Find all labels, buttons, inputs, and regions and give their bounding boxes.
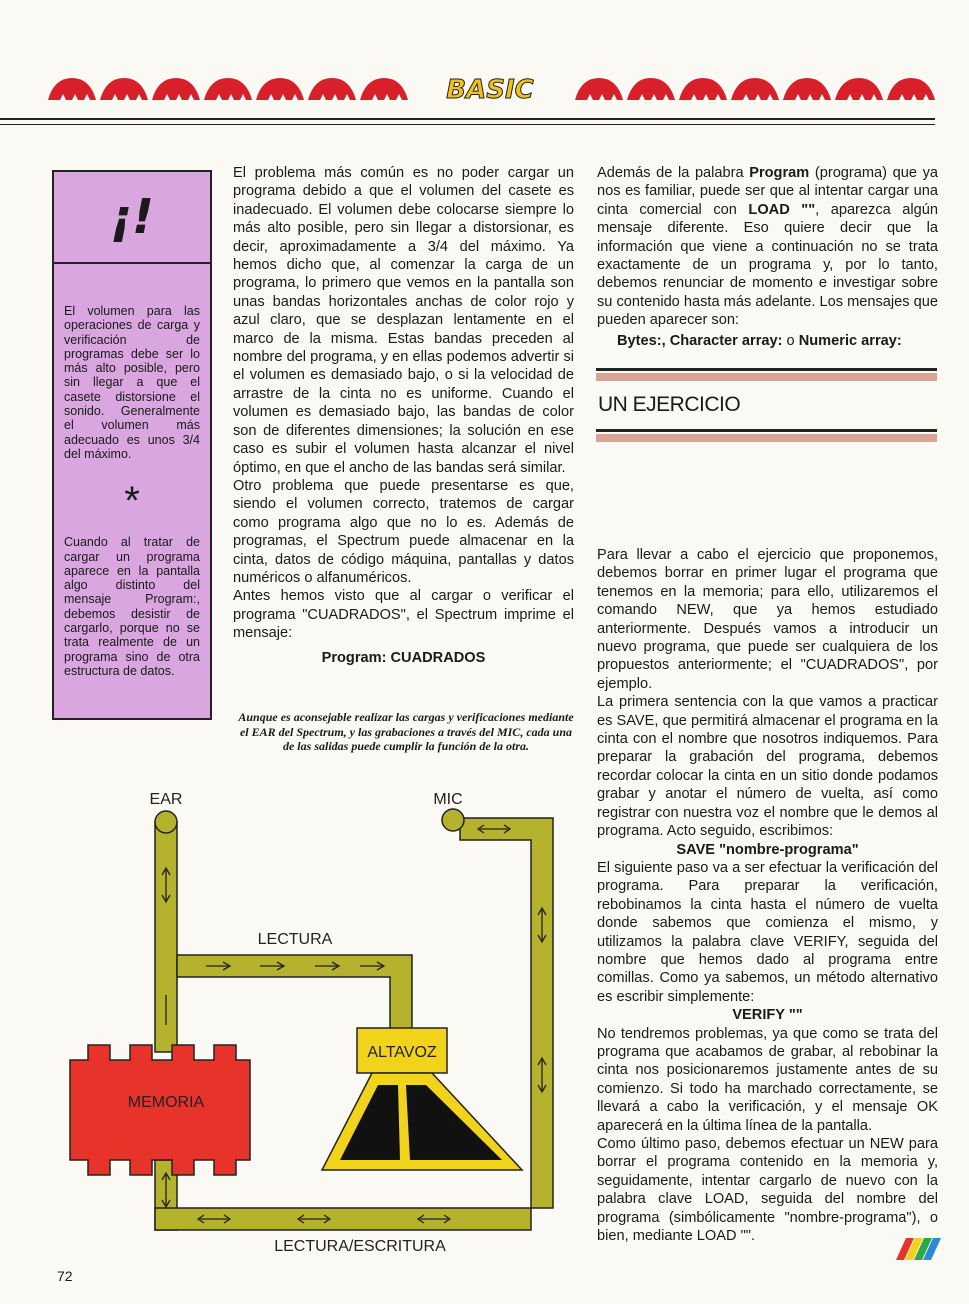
invader-icon <box>887 78 935 100</box>
invader-row-left <box>48 78 408 100</box>
lectura-pipe <box>177 955 412 1035</box>
altavoz-label: ALTAVOZ <box>367 1044 437 1061</box>
sidebar-text-volume: El volumen para las operaciones de carga y verificación de programas debe ser lo más alto posible, pero sin llegar a que el casete distorsione el sonido. Generalmente el volumen más adecuado es unos 3/4 del máximo. <box>64 304 200 461</box>
invader-icon <box>575 78 623 100</box>
column-right-bottom <box>597 546 938 1245</box>
paragraph: Como último paso, debemos efectuar un NEW para borrar el programa contenido en la memoria y, seguidamente, intentar cargarlo de nuevo con la palabra clave LOAD, seguida del nombre del programa (simbólicamente "nombre-programa"), o bien, mediante LOAD "". <box>597 1136 938 1245</box>
paragraph: No tendremos problemas, ya que como se trata del programa que acabamos de grabar, al rebobinar la cinta nos posicionaremos justamente antes de su comienzo. Si todo ha marchado correctamente, se llevará a cabo la verificación, y el mensaje OK aparecerá en la última línea de la pantalla. <box>597 1025 938 1134</box>
header-rule <box>0 118 935 120</box>
paragraph: Antes hemos visto que al cargar o verificar el programa "CUADRADOS", el Spectrum imprime el mensaje: <box>233 588 574 642</box>
invader-icon <box>783 78 831 100</box>
invader-icon <box>48 78 96 100</box>
section-rule-bottom <box>596 429 937 432</box>
sidebar-mark: ¡! <box>54 172 210 264</box>
paragraph: La primera sentencia con la que vamos a practicar es SAVE, que permitirá almacenar el programa en la cinta con el nombre que nosotros indiquemos. Para preparar la grabación del programa, debemos recordar colocar la cinta en un sitio donde podamos grabar y anotar el número de vuelta, así como registrar con nuestra voz el nombre que le demos al programa. Acto seguido, escribimos: <box>597 694 938 840</box>
paragraph: Otro problema que puede presentarse es que, siendo el volumen correcto, tratemos de cargar como programa algo que no lo es. Además de programas, el Spectrum puede almacenar en la cinta, datos de código máquina, pantallas y datos numéricos o alfanuméricos. <box>233 477 574 586</box>
figure-caption: Aunque es aconsejable realizar las cargas y verificaciones mediante el EAR del Spectrum, y las grabaciones a través del MIC, cada una de las salidas puede cumplir la función de la otra. <box>238 710 574 753</box>
invader-icon <box>679 78 727 100</box>
lectura-escritura-label: LECTURA/ESCRITURA <box>274 1238 446 1255</box>
mic-label: MIC <box>433 791 463 808</box>
paragraph: Para llevar a cabo el ejercicio que proponemos, debemos borrar en primer lugar el programa que tenemos en la memoria; para ello, utilizaremos el comando NEW, que ya hemos estudiado anteriormente. Después vamos a introducir un nuevo programa, que puede ser cualquiera de los propuestos anteriormente; el "CUADRADOS", por ejemplo. <box>597 547 938 692</box>
paragraph: El siguiente paso va a ser efectuar la verificación del programa. Para preparar la verificación, rebobinamos la cinta hasta el número de vuelta donde sabemos que comienza el mismo, y utilizamos la palabra clave VERIFY, seguida del nombre que hemos dado al programa entre comillas. Como ya sabemos, un método alternativo es escribir simplemente: <box>597 859 938 1005</box>
section-band-top <box>596 373 937 381</box>
invader-icon <box>204 78 252 100</box>
page-number: 72 <box>57 1268 73 1284</box>
invader-icon <box>308 78 356 100</box>
header-title: BASIC <box>446 75 534 105</box>
connection-diagram <box>60 780 600 1260</box>
invader-icon <box>152 78 200 100</box>
spectrum-stripes-icon <box>896 1238 942 1260</box>
code-line: SAVE "nombre-programa" <box>676 841 859 858</box>
invader-icon <box>835 78 883 100</box>
invader-icon <box>256 78 304 100</box>
invader-icon <box>100 78 148 100</box>
section-rule-top <box>596 368 937 371</box>
code-line: VERIFY "" <box>732 1007 803 1024</box>
invader-icon <box>627 78 675 100</box>
asterisk-icon: * <box>124 479 140 524</box>
message-list: Bytes:, Character array: o Numeric array: <box>617 332 902 349</box>
sidebar-note-box <box>52 170 212 720</box>
ear-jack <box>155 811 177 833</box>
memoria-label: MEMORIA <box>127 1094 205 1111</box>
invader-icon <box>360 78 408 100</box>
section-title: UN EJERCICIO <box>598 393 741 416</box>
lectura-label: LECTURA <box>257 931 333 948</box>
section-band-bottom <box>596 434 937 442</box>
ear-label: EAR <box>149 791 183 808</box>
mic-jack <box>442 809 464 831</box>
code-line: Program: CUADRADOS <box>321 649 486 666</box>
sidebar-text-program: Cuando al tratar de cargar un programa aparece en la pantalla algo distinto del mensaje Program:, debemos desistir de cargarlo, porque no se trata realmente de un programa sino de otra estructura de datos. <box>64 535 200 678</box>
column-right-top <box>597 164 938 350</box>
column-middle <box>233 164 574 667</box>
header-rule-thin <box>0 124 935 125</box>
paragraph: Además de la palabra Program (programa) que ya nos es familiar, puede ser que al intentar cargar una cinta comercial con LOAD "", aparezca algún mensaje diferente. Eso quiere decir que la información que viene a continuación no se trata exactamente de un programa y, por lo tanto, debemos renunciar de momento e investigar sobre su contenido hasta más adelante. Los mensajes que pueden aparecer son: <box>597 165 939 329</box>
invader-row-right <box>575 78 935 100</box>
paragraph: El problema más común es no poder cargar un programa debido a que el volumen del casete es inadecuado. El volumen debe colocarse siempre lo más alto posible, pero sin llegar a distorsionar, es decir, aproximadamente a 3/4 del máximo. Ya hemos dicho que, al comenzar la carga de un programa, lo primero que vemos en la pantalla son unas bandas horizontales anchas de color rojo y azul claro, que se desplazan lentamente en el marco de la misma. Estas bandas preceden al nombre del programa, y en ellas podemos advertir si el volumen es demasiado bajo, o si la velocidad de arrastre de la cinta no es uniforme. Cuando el volumen es demasiado bajo, las bandas de color son de diferentes dimensiones; la solución en ese caso es subir el volumen hasta alcanzar el nivel óptimo, en que el ancho de las bandas será similar. <box>233 165 574 476</box>
invader-icon <box>731 78 779 100</box>
